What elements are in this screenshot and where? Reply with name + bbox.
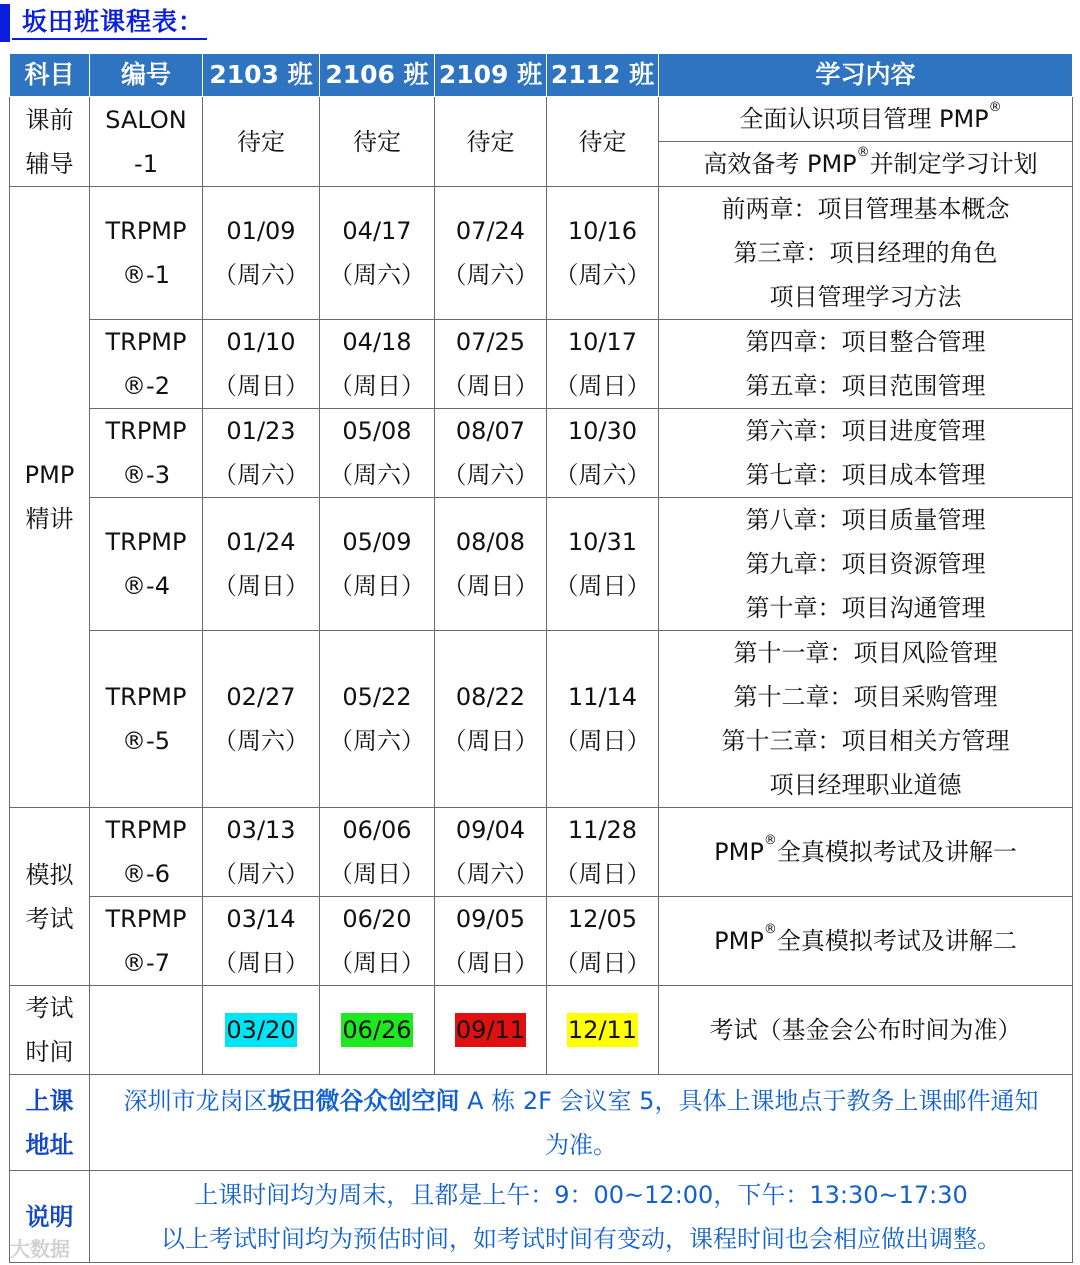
content-text: 第三章：项目经理的角色	[733, 239, 998, 267]
date-text: 03/14	[226, 905, 296, 933]
date-text: 02/27	[226, 683, 296, 711]
exam-date-cell	[435, 986, 547, 1075]
table-row	[10, 808, 1073, 897]
weekday-text: （周日）	[554, 949, 651, 977]
code-text: TRPMP	[105, 905, 187, 933]
date-text: 06/06	[342, 816, 412, 844]
date-text: 05/22	[342, 683, 412, 711]
notes-row	[10, 1171, 1073, 1263]
date-cell	[320, 631, 435, 808]
content-text: 第十三章：项目相关方管理	[721, 727, 1010, 755]
content-cell	[659, 320, 1073, 409]
weekday-text: （周六）	[213, 727, 309, 755]
weekday-text: （周六）	[329, 461, 425, 489]
date-cell	[203, 808, 320, 897]
address-row	[10, 1075, 1073, 1171]
code-text: TRPMP	[105, 816, 187, 844]
subject-cell	[10, 986, 90, 1075]
table-row	[10, 897, 1073, 986]
date-cell: 待定	[435, 97, 547, 187]
content-text: 并制定学习计划	[869, 150, 1038, 178]
date-text: 07/25	[455, 328, 526, 356]
header-class-2109: 2109 班	[435, 54, 547, 97]
content-text: 第四章：项目整合管理	[745, 328, 986, 356]
code-cell	[90, 631, 203, 808]
content-text: 第九章：项目资源管理	[745, 550, 986, 578]
weekday-text: （周日）	[442, 372, 539, 400]
code-cell	[90, 320, 203, 409]
date-text: 10/30	[567, 417, 638, 445]
exam-date-cell	[320, 986, 435, 1075]
date-text: 01/09	[226, 217, 296, 245]
registered-mark: ®	[763, 833, 777, 848]
title-underline	[12, 38, 207, 40]
date-cell	[435, 187, 547, 320]
address-label: 上课	[25, 1086, 74, 1115]
exam-date-cell	[547, 986, 659, 1075]
date-cell	[547, 187, 659, 320]
address-line	[90, 1079, 1072, 1123]
weekday-text: （周日）	[213, 949, 309, 977]
subject-text: 时间	[25, 1038, 74, 1066]
date-text: 01/24	[226, 528, 296, 556]
weekday-text: （周日）	[329, 372, 425, 400]
title-bar	[0, 0, 1080, 44]
date-cell	[547, 631, 659, 808]
date-cell	[435, 897, 547, 986]
weekday-text: （周日）	[213, 572, 309, 600]
code-text: ®-3	[122, 461, 170, 489]
code-text: TRPMP	[105, 528, 187, 556]
weekday-text: （周日）	[329, 572, 425, 600]
weekday-text: （周六）	[329, 261, 425, 289]
content-line	[659, 919, 1072, 963]
content-cell	[659, 498, 1073, 631]
table-row	[10, 986, 1073, 1075]
date-cell	[435, 631, 547, 808]
weekday-text: （周六）	[442, 860, 539, 888]
subject-text: 考试	[25, 904, 74, 933]
weekday-text: （周日）	[329, 949, 425, 977]
code-text: -1	[134, 149, 158, 178]
content-text: 全面认识项目管理 PMP	[739, 105, 989, 133]
date-text: 10/17	[567, 328, 638, 356]
registered-mark: ®	[763, 922, 777, 937]
date-text: 08/07	[455, 417, 526, 445]
weekday-text: （周六）	[329, 727, 425, 755]
schedule-table	[9, 53, 1073, 1263]
date-text: 04/18	[342, 328, 412, 356]
address-label-cell	[10, 1075, 90, 1171]
code-text: SALON	[105, 105, 187, 134]
code-cell	[90, 498, 203, 631]
code-cell	[90, 897, 203, 986]
title-accent-bar	[0, 4, 10, 42]
content-text: 全真模拟考试及讲解一	[776, 838, 1017, 866]
exam-date-highlight: 12/11	[567, 1013, 638, 1047]
code-text: TRPMP	[105, 217, 187, 245]
date-cell	[435, 409, 547, 498]
content-cell	[659, 97, 1073, 187]
table-row	[10, 320, 1073, 409]
content-line	[659, 142, 1072, 186]
code-text: ®-1	[122, 261, 170, 289]
watermark-text: 大数据	[10, 1237, 70, 1261]
code-cell	[90, 986, 203, 1075]
date-cell	[547, 808, 659, 897]
content-text: 第六章：项目进度管理	[745, 417, 986, 445]
code-text: ®-5	[122, 727, 170, 755]
table-row	[10, 498, 1073, 631]
registered-mark: ®	[988, 100, 1002, 115]
content-text: 第十一章：项目风险管理	[733, 639, 998, 667]
date-cell	[435, 498, 547, 631]
code-text: ®-2	[122, 372, 170, 400]
subject-cell	[10, 808, 90, 986]
content-cell	[659, 897, 1073, 986]
notes-label: 说明	[25, 1202, 74, 1231]
header-subject: 科目	[10, 54, 90, 97]
exam-date-cell	[203, 986, 320, 1075]
date-text: 09/05	[455, 905, 526, 933]
subject-cell	[10, 187, 90, 808]
weekday-text: （周六）	[442, 461, 539, 489]
date-text: 05/08	[342, 417, 412, 445]
code-cell	[90, 808, 203, 897]
date-cell	[320, 187, 435, 320]
date-text: 05/09	[342, 528, 412, 556]
content-line	[659, 97, 1072, 142]
weekday-text: （周六）	[554, 261, 651, 289]
weekday-text: （周日）	[213, 372, 309, 400]
address-venue: 坂田微谷众创空间	[267, 1086, 460, 1115]
content-text: 高效备考 PMP	[703, 150, 857, 178]
address-text: 为准。	[545, 1130, 617, 1159]
exam-date-highlight: 06/26	[341, 1013, 412, 1047]
content-text: 第十章：项目沟通管理	[745, 594, 986, 622]
table-row	[10, 631, 1073, 808]
content-line	[659, 830, 1072, 874]
address-text: A 栋 2F 会议室 5，具体上课地点于教务上课邮件通知	[459, 1086, 1039, 1115]
header-code: 编号	[90, 54, 203, 97]
content-text: 第十二章：项目采购管理	[733, 683, 998, 711]
weekday-text: （周日）	[554, 572, 651, 600]
subject-text: 考试	[25, 994, 74, 1022]
code-cell	[90, 97, 203, 187]
content-text: 全真模拟考试及讲解二	[776, 927, 1017, 955]
weekday-text: （周六）	[213, 860, 309, 888]
date-text: 12/05	[567, 905, 638, 933]
code-text: TRPMP	[105, 328, 187, 356]
weekday-text: （周六）	[442, 261, 539, 289]
date-text: 08/22	[455, 683, 526, 711]
address-label: 地址	[25, 1130, 74, 1159]
subject-text: 精讲	[25, 505, 74, 533]
header-class-2112: 2112 班	[547, 54, 659, 97]
date-text: 11/14	[567, 683, 638, 711]
date-text: 01/23	[226, 417, 296, 445]
date-cell	[203, 897, 320, 986]
code-text: TRPMP	[105, 683, 187, 711]
date-cell	[320, 409, 435, 498]
exam-date-highlight: 09/11	[455, 1013, 526, 1047]
header-class-2103: 2103 班	[203, 54, 320, 97]
page-title: 坂田班课程表：	[22, 7, 205, 36]
weekday-text: （周日）	[442, 727, 539, 755]
address-text: 深圳市龙岗区	[123, 1086, 268, 1115]
weekday-text: （周日）	[329, 860, 425, 888]
content-cell	[659, 409, 1073, 498]
date-text: 08/08	[455, 528, 526, 556]
date-text: 03/13	[226, 816, 296, 844]
weekday-text: （周日）	[554, 372, 651, 400]
content-cell	[659, 808, 1073, 897]
table-row	[10, 187, 1073, 320]
date-cell: 待定	[203, 97, 320, 187]
content-text: PMP	[714, 927, 764, 955]
date-text: 04/17	[342, 217, 412, 245]
weekday-text: （周日）	[554, 860, 651, 888]
date-cell	[547, 320, 659, 409]
content-text: 第八章：项目质量管理	[745, 506, 986, 534]
date-cell	[320, 808, 435, 897]
date-cell	[320, 897, 435, 986]
table-row	[10, 409, 1073, 498]
code-text: TRPMP	[105, 417, 187, 445]
date-text: 09/04	[455, 816, 526, 844]
date-text: 11/28	[567, 816, 638, 844]
content-text: 第七章：项目成本管理	[745, 461, 986, 489]
content-cell	[659, 631, 1073, 808]
subject-text: 辅导	[25, 149, 74, 178]
date-text: 07/24	[455, 217, 526, 245]
code-cell	[90, 187, 203, 320]
date-text: 06/20	[342, 905, 412, 933]
date-cell	[203, 409, 320, 498]
exam-date-highlight: 03/20	[225, 1013, 296, 1047]
date-text: 10/16	[567, 217, 638, 245]
header-content: 学习内容	[659, 54, 1073, 97]
weekday-text: （周六）	[213, 261, 309, 289]
weekday-text: （周六）	[213, 461, 309, 489]
date-cell	[203, 187, 320, 320]
header-row	[10, 54, 1073, 97]
subject-cell	[10, 97, 90, 187]
date-cell	[435, 320, 547, 409]
address-cell	[90, 1075, 1073, 1171]
subject-text: 课前	[25, 105, 74, 134]
date-text: 10/31	[567, 528, 638, 556]
notes-text: 上课时间均为周末，且都是上午：9：00~12:00，下午：13:30~17:30	[194, 1180, 968, 1209]
content-text: 项目经理职业道德	[769, 771, 962, 799]
content-cell	[659, 187, 1073, 320]
content-text: 前两章：项目管理基本概念	[721, 195, 1010, 223]
date-cell	[203, 631, 320, 808]
content-cell: 考试（基金会公布时间为准）	[659, 986, 1073, 1075]
date-text: 01/10	[226, 328, 296, 356]
weekday-text: （周日）	[442, 949, 539, 977]
code-cell	[90, 409, 203, 498]
code-text: ®-7	[122, 949, 170, 977]
date-cell	[320, 320, 435, 409]
content-text: PMP	[714, 838, 764, 866]
date-cell	[203, 320, 320, 409]
date-cell	[547, 409, 659, 498]
date-cell: 待定	[547, 97, 659, 187]
weekday-text: （周日）	[442, 572, 539, 600]
code-text: ®-6	[122, 860, 170, 888]
weekday-text: （周六）	[554, 461, 651, 489]
date-cell	[320, 498, 435, 631]
content-text: 第五章：项目范围管理	[745, 372, 986, 400]
code-text: ®-4	[122, 572, 170, 600]
subject-text: 模拟	[25, 860, 74, 889]
weekday-text: （周日）	[554, 727, 651, 755]
table-row	[10, 97, 1073, 187]
subject-text: PMP	[24, 461, 75, 489]
notes-text: 以上考试时间均为预估时间，如考试时间有变动，课程时间也会相应做出调整。	[161, 1224, 1001, 1253]
header-class-2106: 2106 班	[320, 54, 435, 97]
date-cell	[203, 498, 320, 631]
date-cell	[435, 808, 547, 897]
date-cell: 待定	[320, 97, 435, 187]
notes-cell	[90, 1171, 1073, 1263]
date-cell	[547, 897, 659, 986]
content-text: 项目管理学习方法	[769, 283, 962, 311]
registered-mark: ®	[856, 145, 870, 160]
date-cell	[547, 498, 659, 631]
